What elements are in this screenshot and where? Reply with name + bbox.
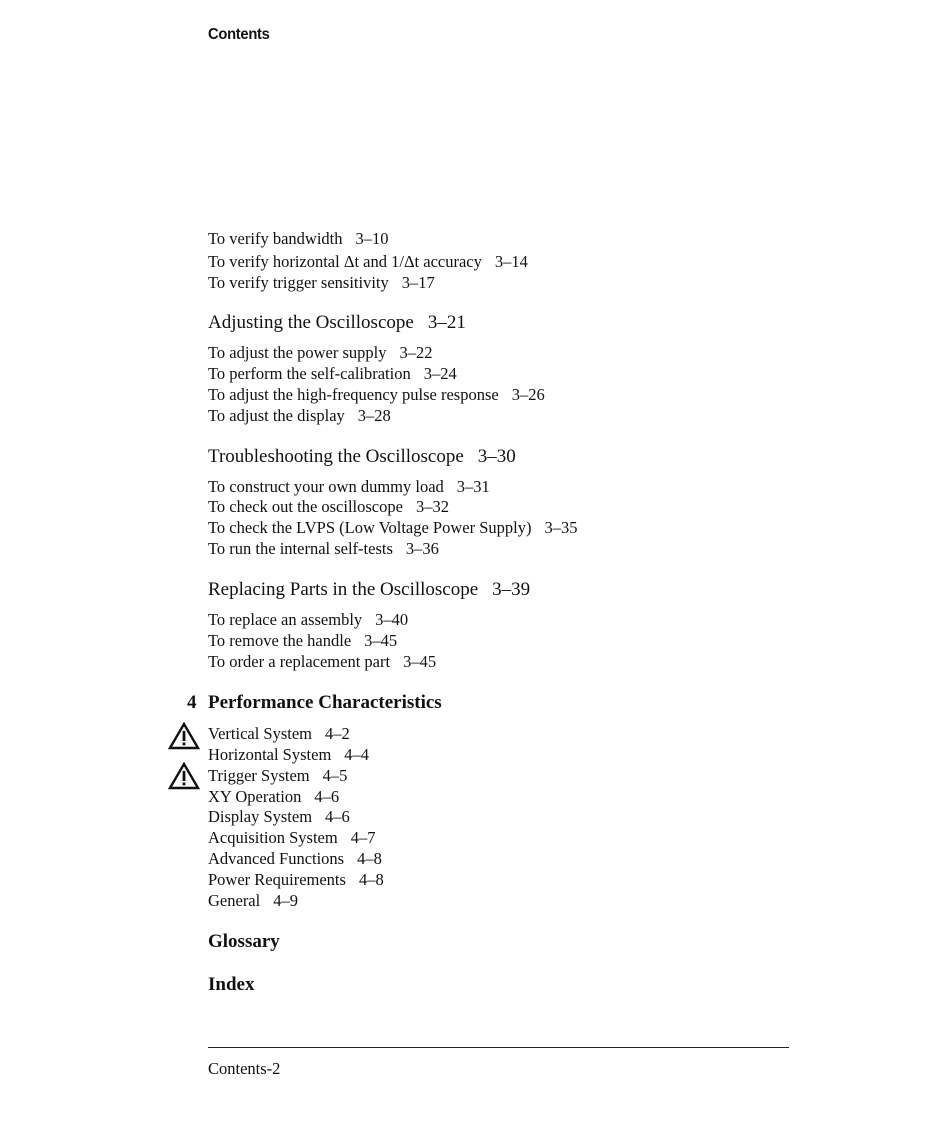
footer-page-label: Contents-2 [208, 1059, 281, 1078]
toc-entry-text: Horizontal System [208, 745, 332, 764]
toc-entry-text: To adjust the high-frequency pulse response [208, 385, 499, 404]
toc-entry-page: 4–6 [325, 807, 350, 826]
toc-entry[interactable] [208, 363, 457, 384]
toc-entry-page: 3–31 [456, 477, 490, 496]
toc-entry-text: To check out the oscilloscope [208, 497, 403, 516]
toc-entry[interactable] [208, 651, 436, 672]
toc-entry-page: 4–5 [322, 766, 348, 785]
toc-entry-page: 4–6 [314, 787, 340, 806]
running-header: Contents [208, 26, 270, 43]
toc-entry[interactable] [208, 890, 298, 911]
toc-entry[interactable] [208, 869, 384, 890]
toc-entry-text: To verify horizontal Δt and 1/Δt accuracy [208, 252, 482, 271]
toc-entry-page: 3–24 [423, 364, 457, 383]
toc-section-page: 3–21 [427, 312, 466, 333]
toc-entry[interactable] [208, 806, 350, 827]
toc-section-text: Replacing Parts in the Oscilloscope [208, 579, 479, 600]
toc-entry[interactable] [208, 848, 382, 869]
toc-entry-text: To order a replacement part [208, 652, 391, 671]
toc-entry-page: 3–35 [544, 518, 578, 537]
toc-entry-page: 4–2 [325, 724, 350, 743]
toc-entry[interactable] [208, 496, 449, 517]
toc-entry[interactable] [208, 384, 545, 405]
toc-entry-text: Acquisition System [208, 828, 338, 847]
toc-entry-text: Display System [208, 807, 313, 826]
toc-entry[interactable] [208, 827, 375, 848]
toc-entry-page: 3–10 [355, 229, 389, 248]
toc-entry[interactable] [208, 538, 439, 559]
toc-entry-page: 3–32 [415, 497, 449, 516]
toc-entry-page: 4–7 [350, 828, 376, 847]
toc-section-page: 3–39 [492, 579, 531, 600]
toc-section-replacing[interactable] [208, 579, 530, 601]
toc-index[interactable]: Index [208, 974, 255, 995]
toc-entry[interactable] [208, 342, 433, 363]
toc-entry-text: To perform the self-calibration [208, 364, 411, 383]
toc-entry-text: To run the internal self-tests [208, 539, 393, 558]
toc-entry-text: General [208, 891, 261, 910]
toc-entry-text: To verify trigger sensitivity [208, 273, 389, 292]
toc-entry[interactable] [208, 744, 369, 765]
toc-entry-page: 3–45 [364, 631, 398, 650]
toc-entry-text: To adjust the display [208, 406, 345, 425]
toc-entry-page: 4–8 [358, 870, 384, 889]
toc-entry[interactable] [208, 251, 528, 272]
toc-entry-text: Trigger System [208, 766, 310, 785]
toc-entry[interactable] [208, 517, 577, 538]
toc-entry-page: 3–45 [403, 652, 437, 671]
toc-entry-text: Advanced Functions [208, 849, 345, 868]
chapter-number: 4 [187, 692, 197, 713]
toc-entry-text: Power Requirements [208, 870, 346, 889]
toc-entry-text: To adjust the power supply [208, 343, 387, 362]
toc-entry-text: To remove the handle [208, 631, 352, 650]
toc-entry-page: 4–4 [344, 745, 370, 764]
toc-section-text: Troubleshooting the Oscilloscope [208, 446, 464, 467]
toc-entry[interactable] [208, 272, 435, 293]
toc-section-page: 3–30 [477, 446, 516, 467]
toc-entry-page: 4–9 [273, 891, 298, 910]
toc-entry-text: Vertical System [208, 724, 313, 743]
toc-entry-text: To check the LVPS (Low Voltage Power Supply) [208, 518, 532, 537]
toc-entry-page: 3–28 [357, 406, 391, 425]
toc-entry[interactable] [208, 630, 397, 651]
toc-entry[interactable] [208, 723, 350, 744]
toc-entry-text: XY Operation [208, 787, 302, 806]
toc-entry-page: 4–8 [357, 849, 382, 868]
toc-entry-page: 3–17 [401, 273, 435, 292]
toc-section-adjusting[interactable] [208, 312, 466, 334]
toc-entry-page: 3–40 [375, 610, 409, 629]
toc-glossary[interactable]: Glossary [208, 931, 280, 952]
warning-triangle-icon [168, 762, 200, 790]
warning-triangle-icon [168, 722, 200, 750]
chapter-title[interactable]: Performance Characteristics [208, 692, 442, 713]
toc-entry-page: 3–14 [494, 252, 528, 271]
toc-entry[interactable] [208, 765, 347, 786]
toc-entry-page: 3–26 [511, 385, 545, 404]
toc-entry-text: To construct your own dummy load [208, 477, 444, 496]
toc-entry[interactable] [208, 405, 391, 426]
toc-entry[interactable] [208, 786, 339, 807]
toc-section-text: Adjusting the Oscilloscope [208, 312, 414, 333]
toc-entry[interactable] [208, 609, 408, 630]
toc-entry[interactable] [208, 476, 490, 497]
toc-entry[interactable] [208, 228, 388, 249]
toc-entry-text: To replace an assembly [208, 610, 363, 629]
toc-entry-page: 3–36 [405, 539, 439, 558]
toc-entry-page: 3–22 [399, 343, 433, 362]
toc-section-troubleshooting[interactable] [208, 446, 516, 468]
toc-entry-text: To verify bandwidth [208, 229, 343, 248]
footer-rule [208, 1047, 789, 1048]
